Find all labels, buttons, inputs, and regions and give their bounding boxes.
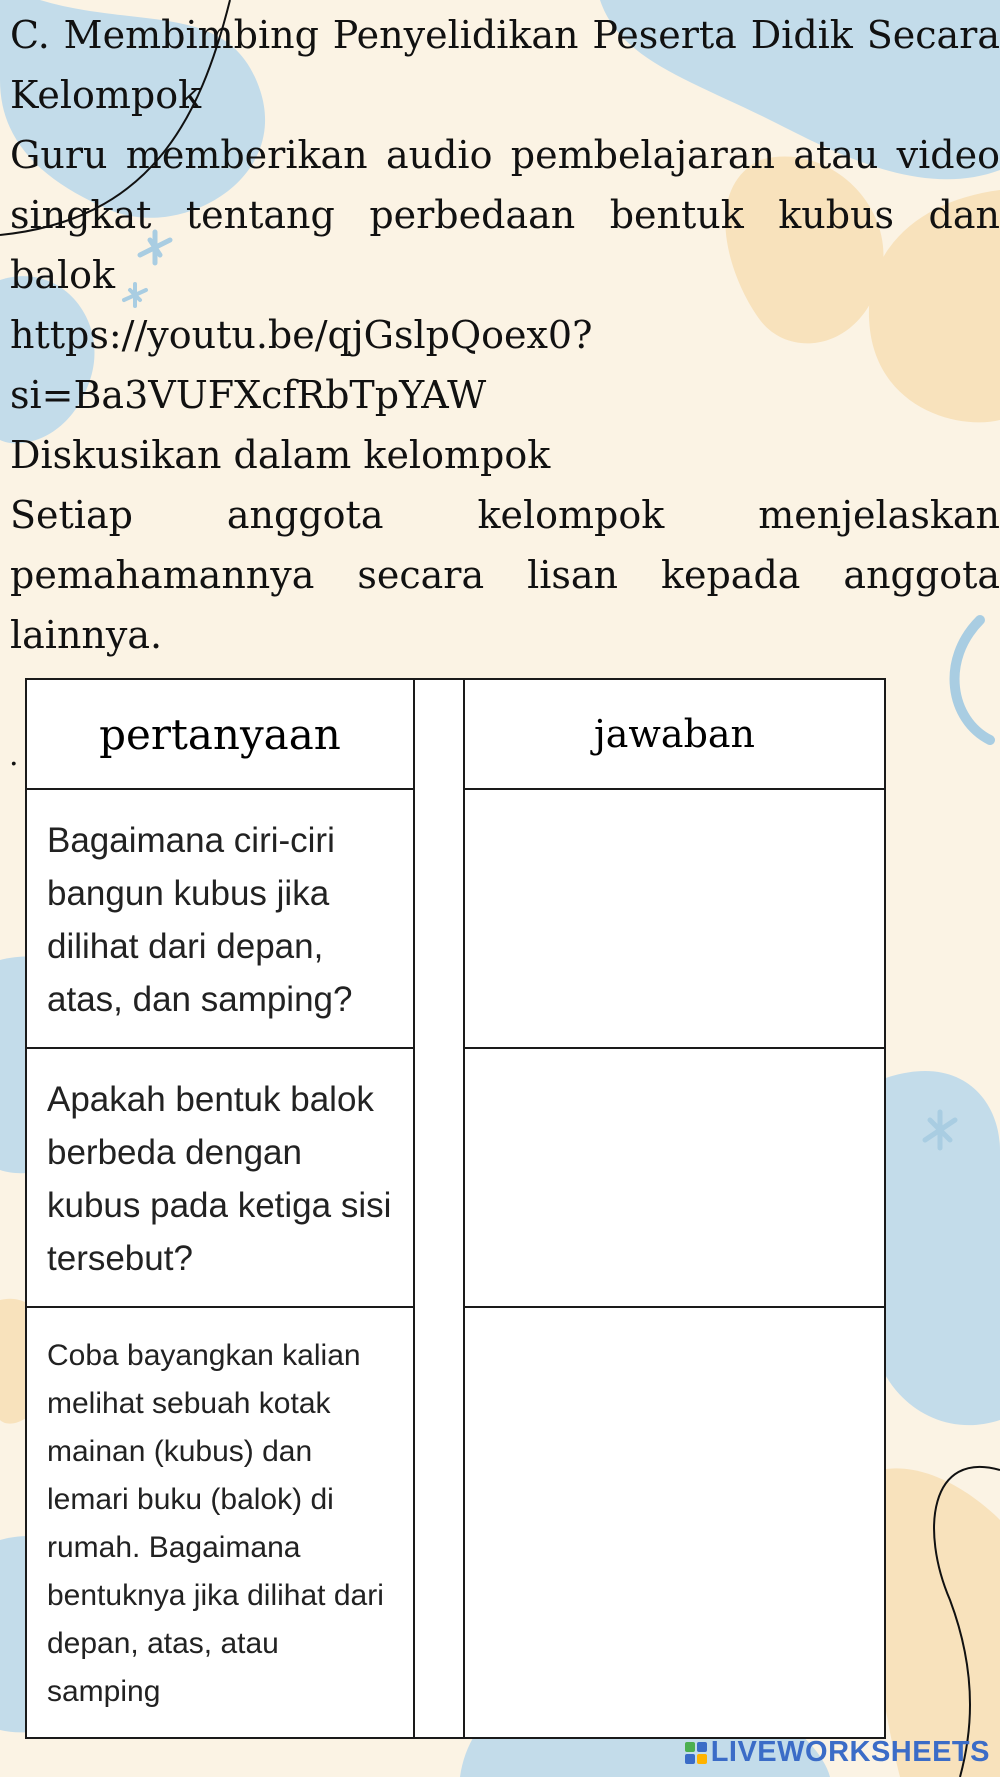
question-cell: Coba bayangkan kalian melihat sebuah kotak mainan (kubus) dan lemari buku (balok) di rumah. Bagaimana bentuknya jika dilihat dari depan, atas, atau samping: [26, 1307, 414, 1738]
answer-input-2[interactable]: [464, 1048, 885, 1307]
question-cell: Bagaimana ciri-ciri bangun kubus jika dilihat dari depan, atas, dan samping?: [26, 789, 414, 1048]
task-line-3: lainnya.: [10, 613, 163, 657]
section-heading-line-1: C. Membimbing Penyelidikan Peserta Didik Secara: [10, 13, 1000, 57]
answer-input-1[interactable]: [464, 789, 885, 1048]
question-answer-table: [25, 678, 886, 1739]
instruction-line-1: Guru memberikan audio pembelajaran atau video: [10, 133, 1000, 177]
section-heading-line-2: Kelompok: [10, 73, 202, 117]
video-link-line-1: https://youtu.be/qjGslpQoex0?: [10, 313, 593, 357]
table-header-row: [26, 679, 885, 789]
instruction-line-2: singkat tentang perbedaan bentuk kubus dan: [10, 193, 1000, 237]
instruction-line-3: balok: [10, 253, 116, 297]
answer-column-header: jawaban: [464, 679, 885, 789]
task-line-2: pemahamannya secara lisan kepada anggota: [10, 553, 1000, 597]
brand-name: LIVEWORKSHEETS: [710, 1736, 990, 1768]
discussion-instruction: Diskusikan dalam kelompok: [10, 433, 551, 477]
question-cell: Apakah bentuk balok berbeda dengan kubus pada ketiga sisi tersebut?: [26, 1048, 414, 1307]
liveworksheets-logo-icon: [685, 1742, 707, 1764]
task-line-1: Setiap anggota kelompok menjelaskan: [10, 493, 1000, 537]
question-column-header: pertanyaan: [26, 679, 414, 789]
liveworksheets-brand[interactable]: [685, 1736, 990, 1769]
stray-dot: .: [9, 738, 19, 773]
answer-input-3[interactable]: [464, 1307, 885, 1738]
video-link-line-2: si=Ba3VUFXcfRbTpYAW: [10, 373, 487, 417]
table-gap-column: [414, 679, 464, 1738]
